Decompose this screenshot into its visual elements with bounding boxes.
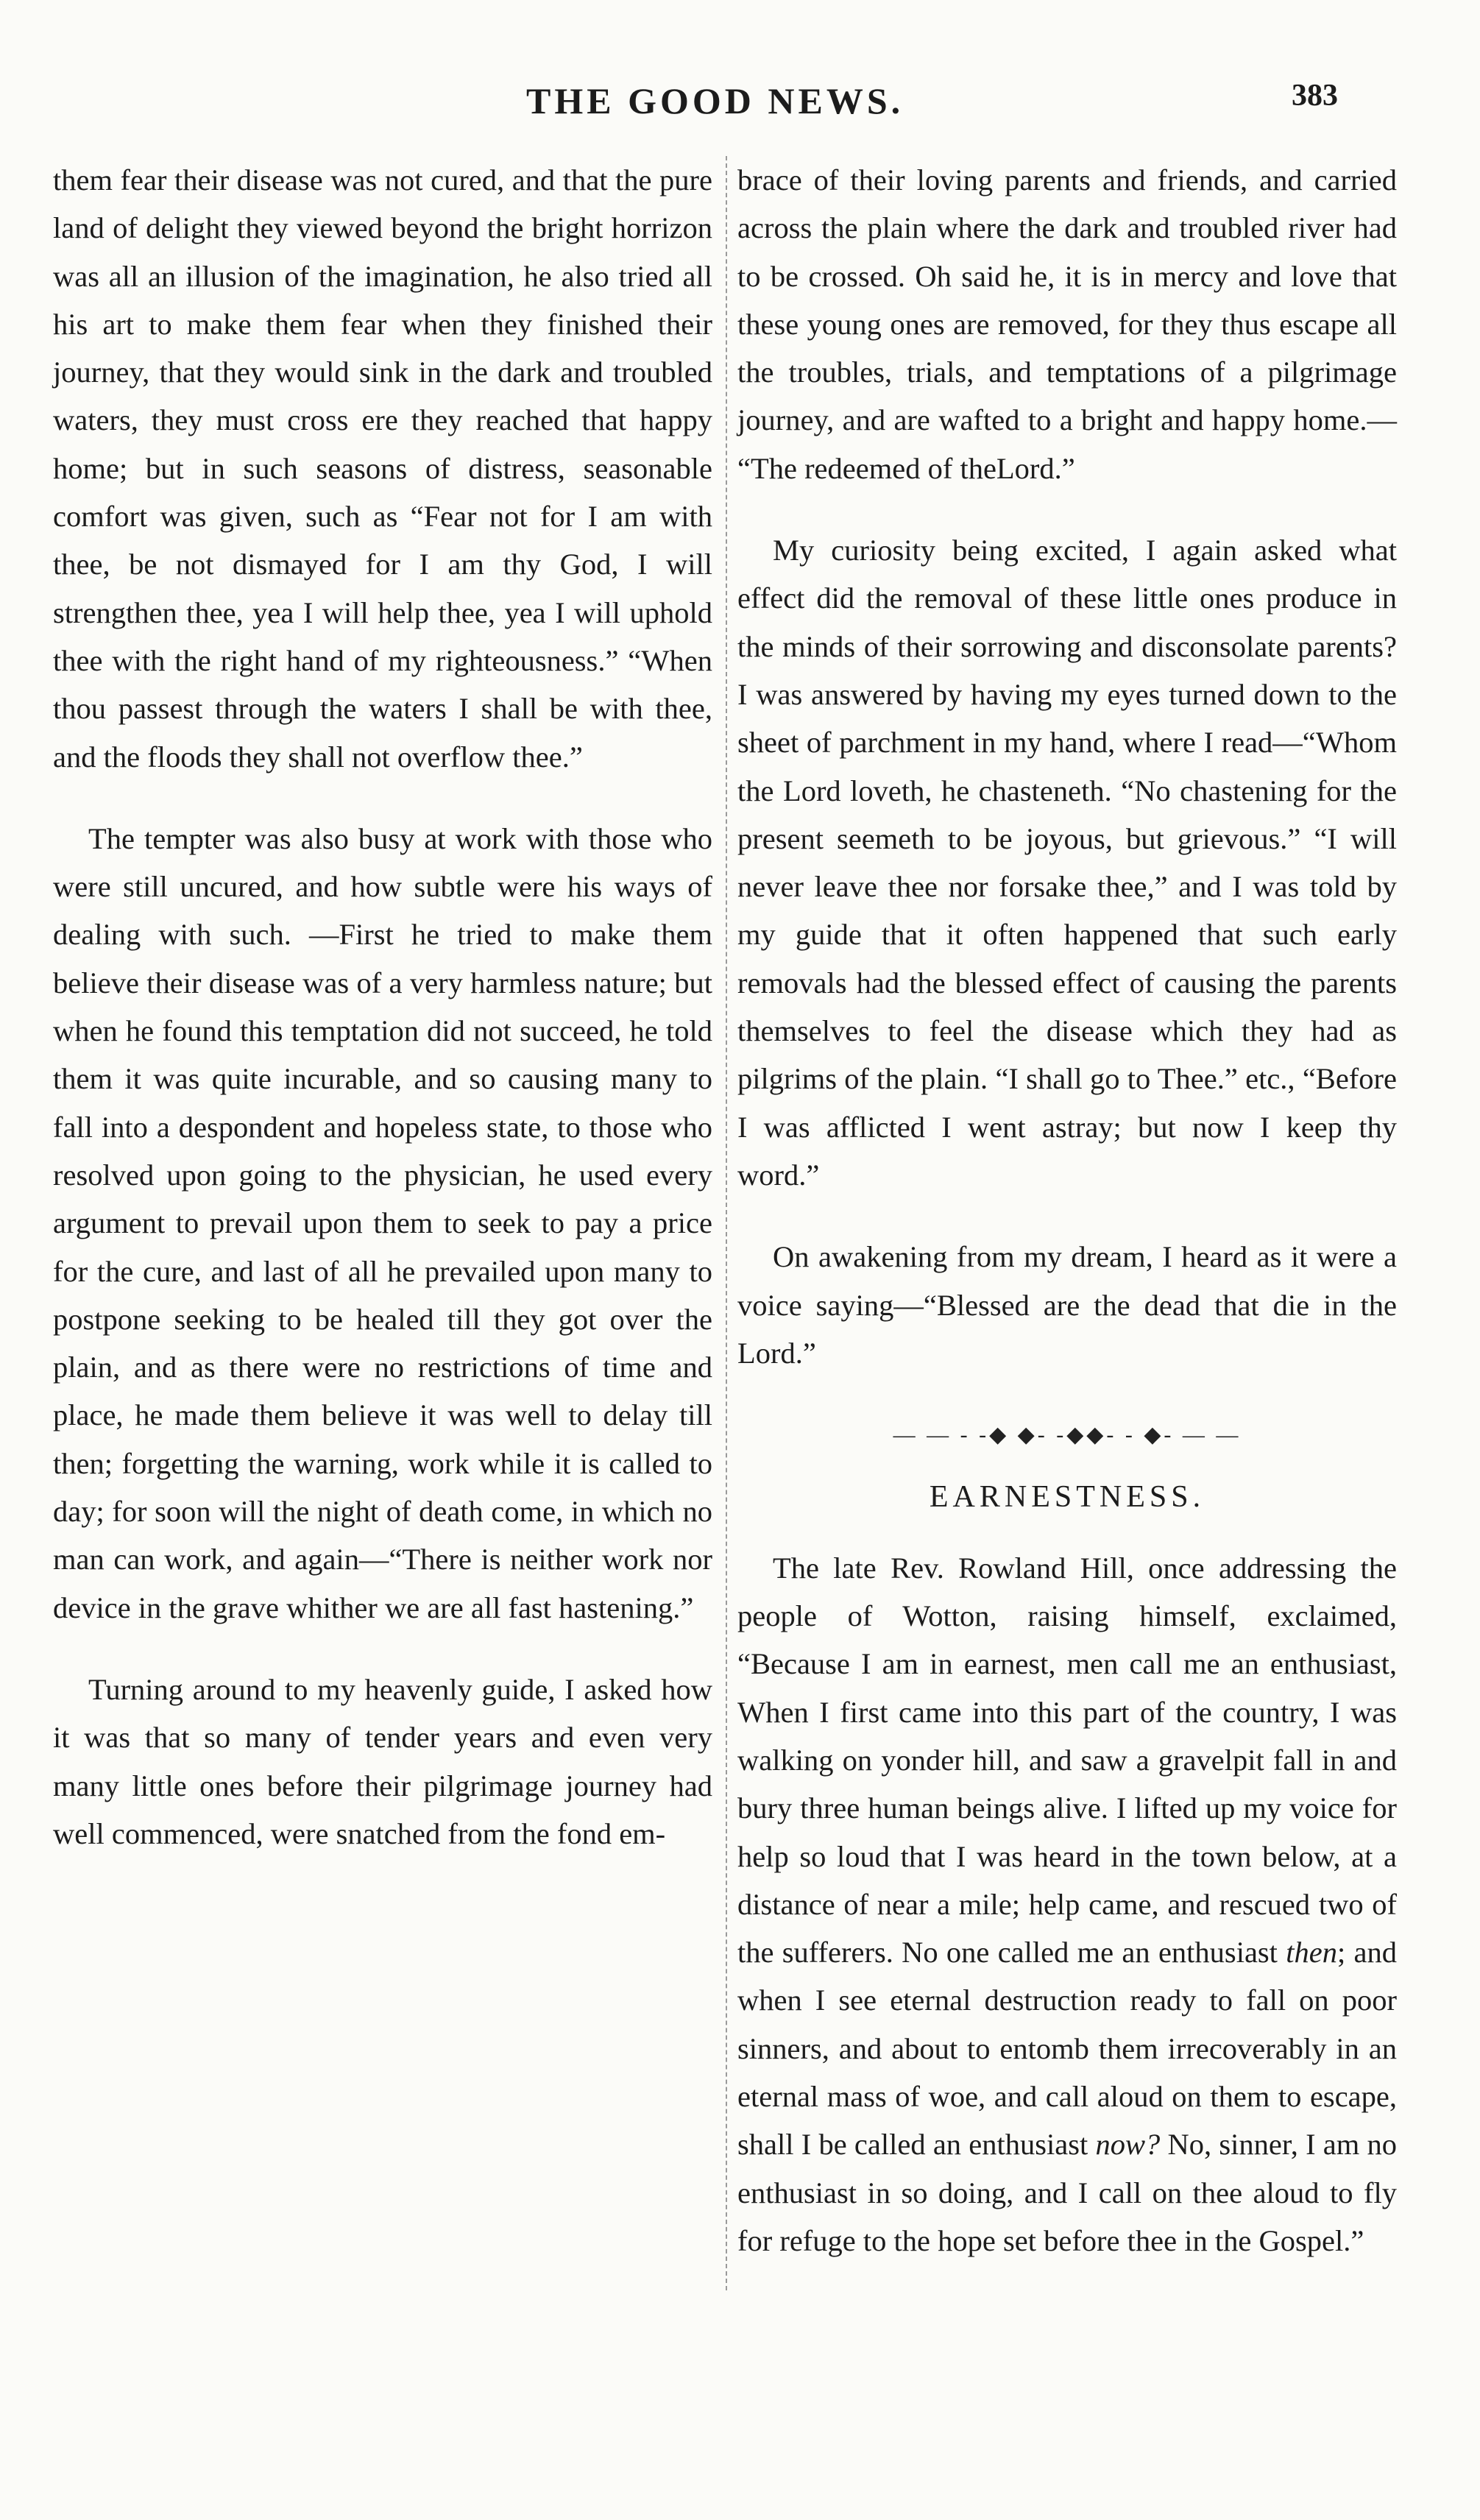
running-title: THE GOOD NEWS. <box>526 80 904 121</box>
paragraph: Turning around to my heavenly guide, I asked how it was that so many of tender years and even very many little ones before their pilgrimage journey had well commenced, were snatched from the fond em- <box>53 1672 712 1850</box>
column-divider <box>726 156 727 2290</box>
emphasis-text: then <box>1286 1936 1337 1969</box>
left-column <box>53 156 712 1891</box>
right-column <box>737 156 1397 2298</box>
paragraph: them fear their disease was not cured, and that the pure land of delight they viewed beyond the bright horrizon was all an illusion of the imagination, he also tried all his art to make them fear when they finished their journey, that they would sink in the dark and troubled waters, they must cross ere they reached that happy home; but in such seasons of distress, seasonable comfort was given, such as “Fear not for I am with thee, be not dismayed for I am thy God, I will strengthen thee, yea I will help thee, yea I will uphold thee with the right hand of my righteousness.” “When thou passest through the waters I shall be with thee, and the floods they shall not overflow thee.” <box>53 163 712 774</box>
text-run: ; and when I see eternal destruction ready to fall on poor sinners, and about to entomb them irrecoverably in an eternal mass of woe, and call aloud on them to escape, shall I be called an enthusiast <box>737 1936 1397 2162</box>
paragraph <box>737 1544 1397 2265</box>
section-heading: EARNESTNESS. <box>929 1480 1205 1515</box>
paragraph: The tempter was also busy at work with those who were still uncured, and how subtle were his ways of dealing with such. —First he tried to make them believe their disease was of a very harmless nature; but when he found this temptation did not succeed, he told them it was quite incurable, and so causing many to fall into a despondent and hopeless state, to those who resolved upon going to the physician, he used every argument to prevail upon them to seek to pay a price for the cure, and last of all he prevailed upon many to postpone seeking to be healed till they got over the plain, and as there were no restrictions of time and place, he made them believe it was well to delay till then; forgetting the warning, work while it is called to day; for soon will the night of death come, in which no man can work, and again—“There is neither work nor device in the grave whither we are all fast hastening.” <box>53 821 712 1624</box>
text-run: No, sinner, I am no enthusiast in so doing, and I call on thee aloud to fly for refuge to the hope set before thee in the Gospel.” <box>737 2128 1397 2257</box>
page-header <box>0 72 1480 124</box>
emphasis-text: now? <box>1095 2128 1161 2162</box>
section-ornament: — — - -◆ ◆- -◆◆- - ◆- — — <box>893 1423 1242 1448</box>
paragraph: On awakening from my dream, I heard as it were a voice saying—“Blessed are the dead that die in the Lord.” <box>737 1240 1397 1370</box>
paragraph: My curiosity being excited, I again asked what effect did the removal of these little ones produce in the minds of their sorrowing and disconsolate parents? I was answered by having my eyes turned down to the sheet of parchment in my hand, where I read—“Whom the Lord loveth, he chasteneth. “No chastening for the present seemeth to be joyous, but grievous.” “I will never leave thee nor forsake thee,” and I was told by my guide that it often happened that such early removals had the blessed effect of causing the parents themselves to feel the disease which they had as pilgrims of the plain. “I shall go to Thee.” etc., “Before I was afflicted I went astray; but now I keep thy word.” <box>737 534 1397 1192</box>
paragraph: brace of their loving parents and friends, and carried across the plain where the dark and troubled river had to be crossed. Oh said he, it is in mercy and love that these young ones are removed, for they thus escape all the troubles, trials, and temptations of a pilgrimage journey, and are wafted to a bright and happy home.— “The redeemed of theLord.” <box>737 163 1397 485</box>
page-number: 383 <box>1292 79 1338 113</box>
text-run: The late Rev. Rowland Hill, once addressing the people of Wotton, raising himself, exclaimed, “Because I am in earnest, men call me an enthusiast, When I first came into this part of the country, I was walking on yonder hill, and saw a gravelpit fall in and bury three human beings alive. I lifted up my voice for help so loud that I was heard in the town below, at a distance of near a mile; help came, and rescued two of the sufferers. No one called me an enthusiast <box>737 1551 1397 1969</box>
